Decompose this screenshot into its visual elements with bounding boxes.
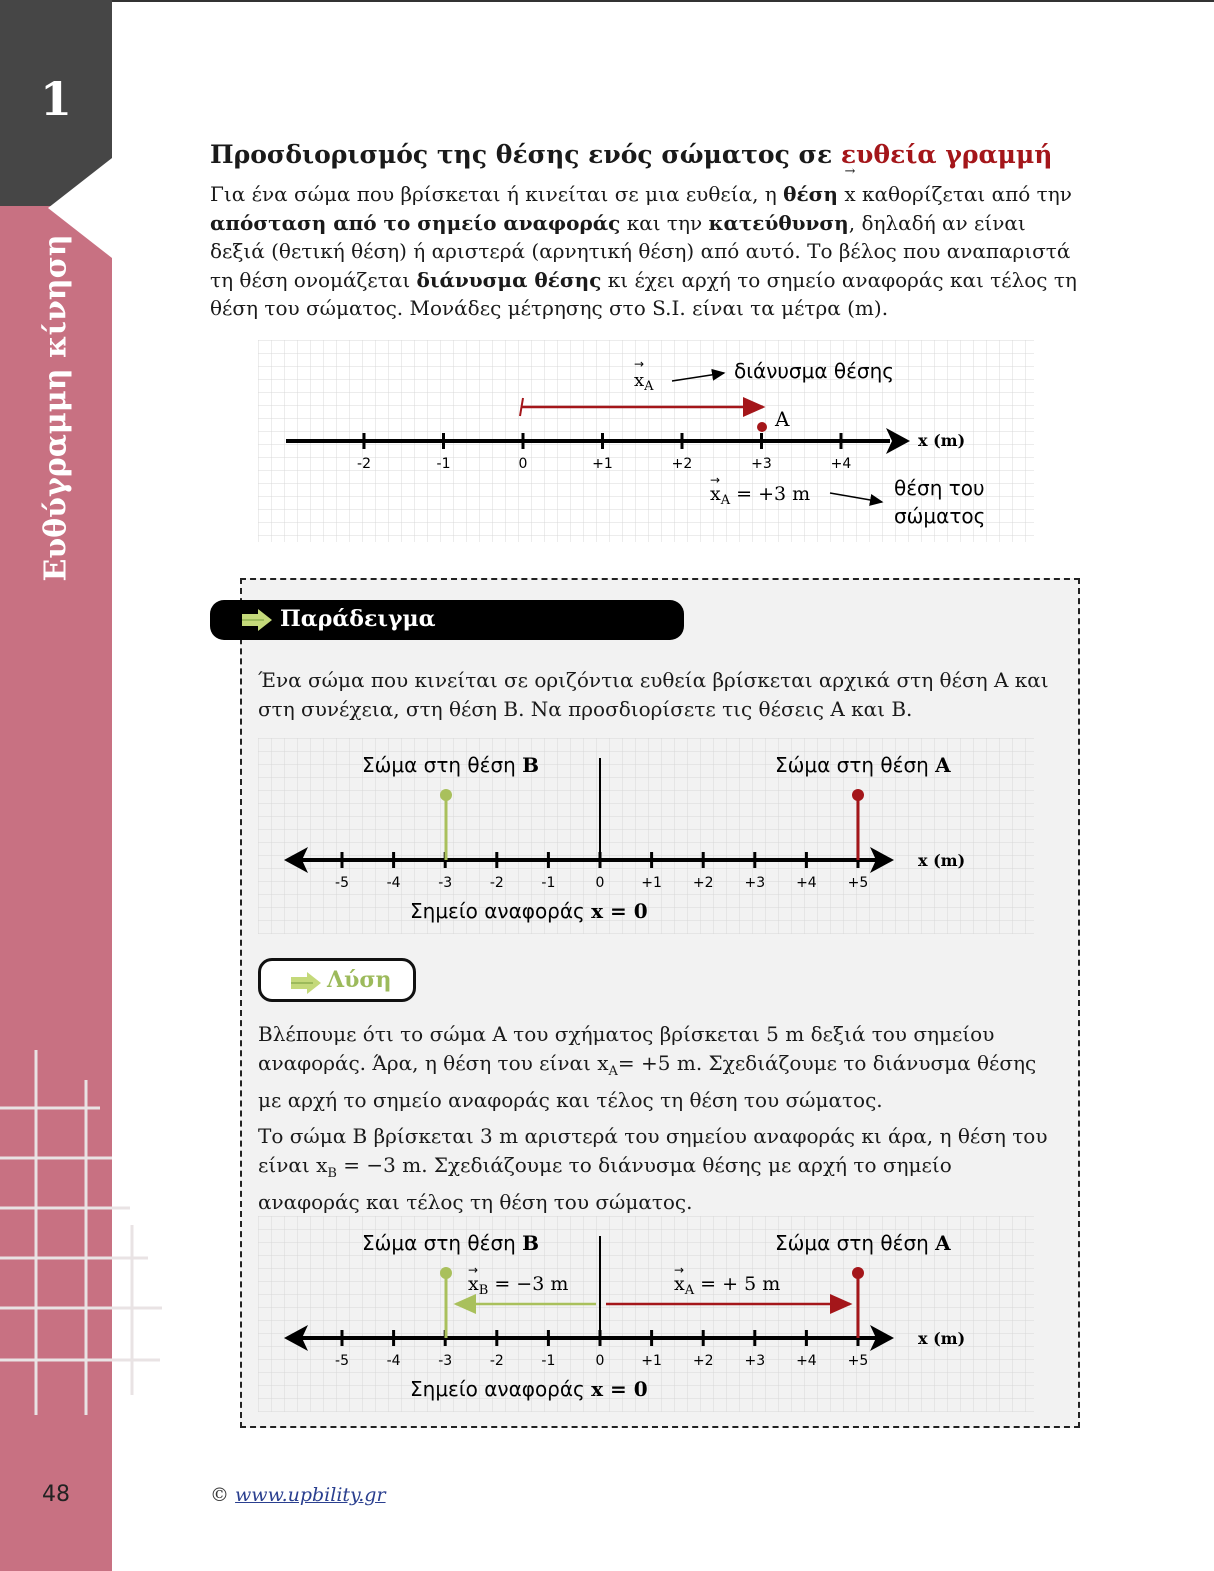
intro-bold-position: θέση	[783, 182, 838, 206]
intro-paragraph	[210, 180, 1080, 323]
chapter-title: Ευθύγραμμη κίνηση	[38, 234, 74, 582]
arrow-icon	[289, 971, 323, 995]
reference-label: Σημείο αναφοράς x = 0	[410, 1377, 648, 1401]
label-body-b: Σώμα στη θέση B	[362, 753, 540, 777]
tick-label: 0	[518, 456, 528, 472]
section-title-highlight: ευθεία γραμμή	[840, 140, 1053, 169]
axis-label: x (m)	[918, 851, 966, 870]
position-vector-figure	[258, 340, 1034, 542]
tick-label: -2	[357, 456, 371, 472]
sidebar-grid-decoration	[0, 1050, 170, 1430]
example-tab	[210, 600, 684, 640]
vector-a-label: $x_A$ = + 5 m	[674, 1273, 781, 1298]
point-a-label: A	[775, 407, 790, 431]
position-caption-line1: θέση του	[894, 476, 985, 500]
solution-tab	[258, 958, 416, 1002]
intro-text-3: και την	[620, 210, 709, 235]
example-tab-label: Παράδειγμα	[280, 606, 436, 632]
footer	[210, 1484, 386, 1506]
tick-label: +4	[830, 456, 852, 472]
value-arrow-mark: →	[710, 473, 721, 487]
tick-label: +4	[796, 1353, 817, 1369]
body-b-point	[440, 789, 452, 801]
tick-label: +1	[641, 875, 662, 891]
section-title-plain: Προσδιορισμός της θέσης ενός σώματος σε	[210, 140, 841, 169]
tick-label: +2	[671, 456, 693, 472]
vector-b-label: $x_B = -3$ m	[468, 1273, 569, 1298]
intro-bold-distance: απόσταση από το σημείο αναφοράς	[210, 210, 621, 235]
solution-paragraph-2: Το σώμα Β βρίσκεται 3 m αριστερά του σημείου αναφοράς κι άρα, η θέση του είναι $x_B = -3$ m. Σχεδιάζουμε το διάνυσμα θέσης με αρχή το σημείο αναφοράς και τέλος τη θέση του σώματος.	[258, 1124, 1048, 1214]
solution-paragraph-1: Βλέπουμε ότι το σώμα Α του σχήματος βρίσκεται 5 m δεξιά του σημείου αναφοράς. Άρα, η θέση του είναι $x_A= +5$ m. Σχεδιάζουμε το διάνυσμα θέσης με αρχή το σημείο αναφοράς και τέλος τη θέση του σώματος.	[258, 1022, 1037, 1112]
tick-label: 0	[595, 875, 605, 891]
tick-label: -4	[386, 875, 401, 891]
tick-label: +2	[692, 1353, 714, 1369]
tick-label: +1	[641, 1353, 662, 1369]
tick-label: -3	[438, 1353, 453, 1369]
tick-label: 0	[595, 1353, 605, 1369]
tick-label: -2	[489, 1353, 504, 1369]
intro-text-4: , δηλαδή αν είναι δεξιά (θετική θέση) ή αριστερά (αρνητική θέση) από αυτό. Το βέλος που αναπαριστά τη θέση ονομάζεται	[210, 210, 1071, 292]
vector-arrow-mark: →	[634, 357, 645, 371]
solution-tab-label: Λύση	[327, 967, 392, 993]
chapter-sidebar	[0, 0, 112, 1571]
reference-label: Σημείο αναφοράς x = 0	[410, 899, 648, 923]
section-title	[210, 140, 1052, 169]
body-a-point	[852, 1267, 864, 1279]
intro-text-2: καθορίζεται από την	[855, 182, 1072, 206]
tick-label: -5	[335, 1353, 349, 1369]
top-rule	[112, 0, 1214, 2]
example-figure	[258, 738, 1034, 934]
tick-label: -1	[541, 1353, 556, 1369]
tick-label: +2	[692, 875, 714, 891]
intro-text-1: Για ένα σώμα που βρίσκεται ή κινείται σε μια ευθεία, η	[210, 182, 784, 206]
intro-bold-vector: διάνυσμα θέσης	[416, 267, 602, 292]
problem-text: Ένα σώμα που κινείται σε οριζόντια ευθεία βρίσκεται αρχικά στη θέση Α και στη συνέχεια, στη θέση Β. Να προσδιορίσετε τις θέσεις Α και Β.	[258, 668, 1049, 721]
website-link[interactable]: www.upbility.gr	[235, 1484, 386, 1506]
label-body-a: Σώμα στη θέση A	[775, 1231, 951, 1255]
tick-label: +3	[744, 1353, 766, 1369]
page-number: 48	[42, 1482, 70, 1507]
tick-label: +1	[592, 456, 613, 472]
tick-label: -2	[489, 875, 504, 891]
value-label: $x_A = +3$ m	[710, 483, 811, 508]
tick-label: +3	[751, 456, 772, 472]
intro-text-5: κι έχει αρχή το σημείο αναφοράς και τέλος τη θέση του σώματος. Μονάδες μέτρησης στο S.I. είναι τα μέτρα (m).	[210, 267, 1077, 321]
intro-bold-direction: κατεύθυνση	[708, 210, 849, 235]
tick-label: -5	[335, 875, 349, 891]
vector-x-symbol: → x	[844, 180, 855, 209]
solution-text	[258, 1020, 1058, 1224]
position-caption-line2: σώματος	[894, 504, 986, 528]
axis-label: x (m)	[918, 431, 966, 450]
tick-label: +4	[796, 875, 817, 891]
label-body-b: Σώμα στη θέση B	[362, 1231, 540, 1255]
vector-a-arrow-mark: →	[674, 1263, 685, 1277]
vector-b-arrow-mark: →	[468, 1263, 479, 1277]
tick-label: +5	[847, 1353, 869, 1369]
tick-label: -1	[541, 875, 556, 891]
vector-caption: διάνυσμα θέσης	[734, 359, 895, 383]
tick-label: -1	[436, 456, 451, 472]
vector-symbol: $x_A$	[634, 370, 654, 394]
chapter-number: 1	[39, 72, 72, 126]
arrow-icon	[240, 608, 274, 632]
tick-label: -3	[438, 875, 453, 891]
axis-label: x (m)	[918, 1329, 966, 1348]
label-body-a: Σώμα στη θέση A	[775, 753, 951, 777]
body-point-a	[757, 422, 767, 432]
tick-label: -4	[386, 1353, 401, 1369]
body-a-point	[852, 789, 864, 801]
copyright-mark: ©	[210, 1484, 236, 1506]
solution-figure	[258, 1216, 1034, 1412]
tick-label: +3	[744, 875, 766, 891]
body-b-point	[440, 1267, 452, 1279]
tick-label: +5	[847, 875, 869, 891]
